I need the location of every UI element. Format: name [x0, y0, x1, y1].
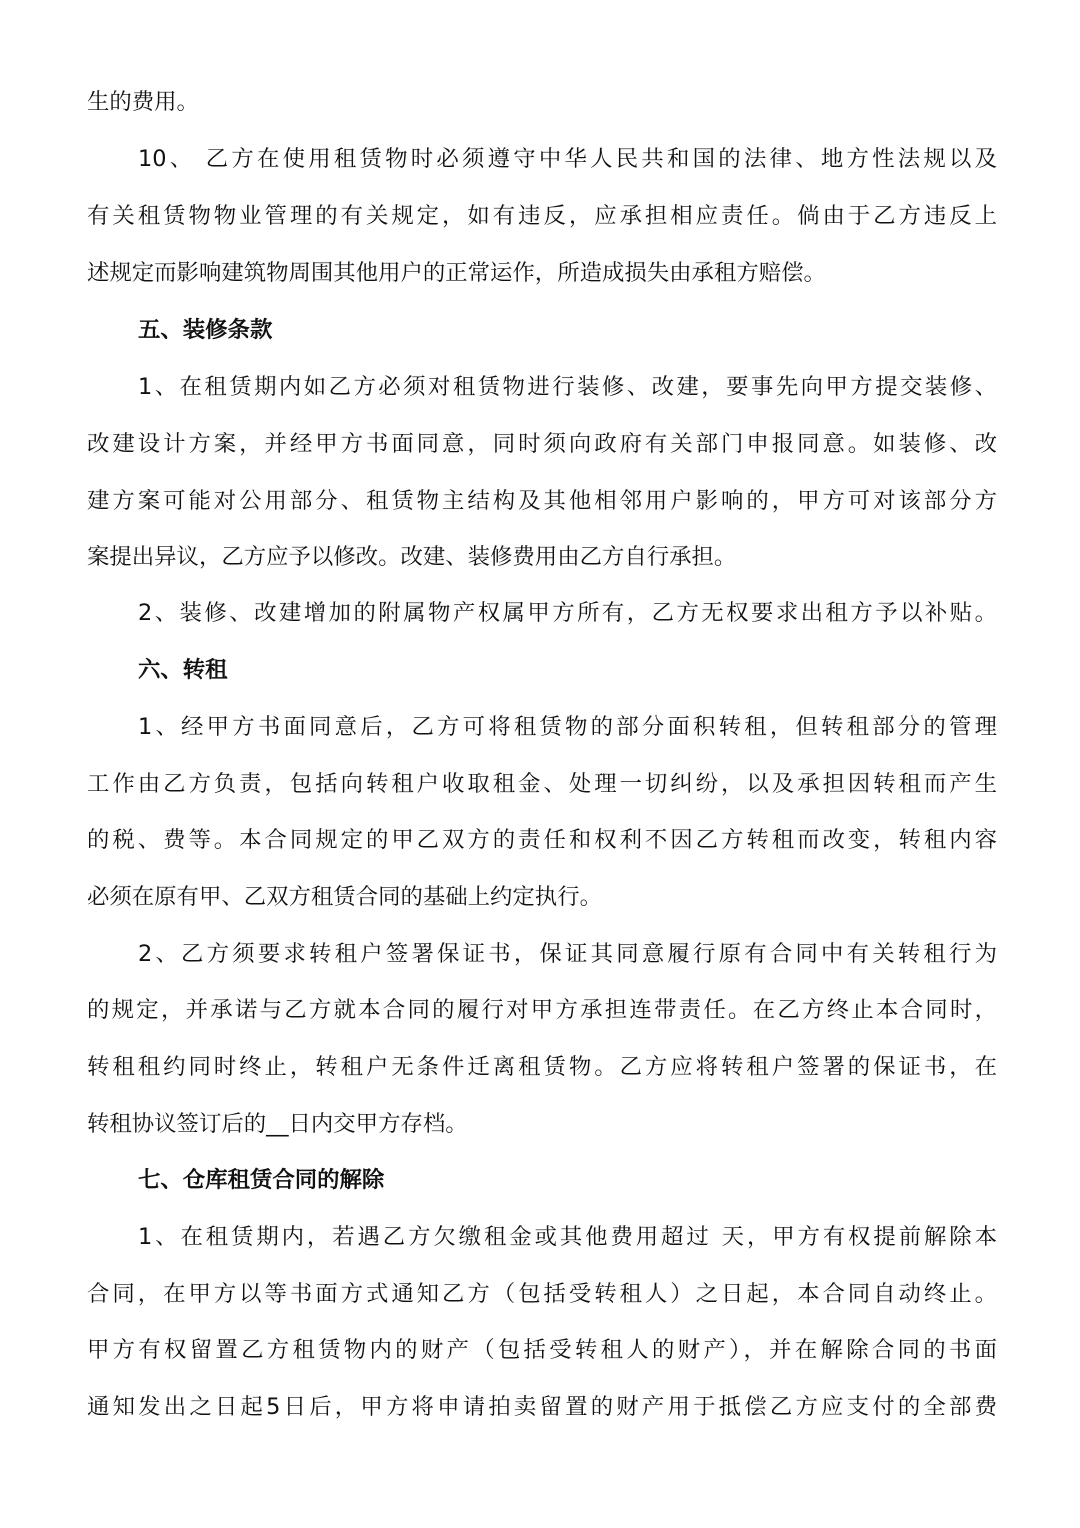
paragraph-line: 1、在租赁期内，若遇乙方欠缴租金或其他费用超过 天，甲方有权提前解除本: [138, 1224, 997, 1250]
paragraph-line: 述规定而影响建筑物周围其他用户的正常运作，所造成损失由承租方赔偿。: [87, 260, 826, 286]
paragraph-line: 改建设计方案，并经甲方书面同意，同时须向政府有关部门申报同意。如装修、改: [87, 431, 997, 457]
section-heading: 五、装修条款: [138, 317, 273, 343]
paragraph-line: 的税、费等。本合同规定的甲乙双方的责任和权利不因乙方转租而改变，转租内容: [87, 827, 997, 853]
paragraph-line: 生的费用。: [87, 89, 199, 115]
paragraph-line: 必须在原有甲、乙双方租赁合同的基础上约定执行。: [87, 884, 602, 910]
paragraph-line: 转租协议签订后的__日内交甲方存档。: [87, 1111, 468, 1137]
paragraph-line: 1、在租赁期内如乙方必须对租赁物进行装修、改建，要事先向甲方提交装修、: [138, 374, 997, 400]
paragraph-line: 的规定，并承诺与乙方就本合同的履行对甲方承担连带责任。在乙方终止本合同时，: [87, 997, 997, 1023]
section-heading: 六、转租: [138, 657, 228, 683]
paragraph-line: 10、 乙方在使用租赁物时必须遵守中华人民共和国的法律、地方性法规以及: [138, 146, 997, 172]
paragraph-line: 甲方有权留置乙方租赁物内的财产（包括受转租人的财产），并在解除合同的书面: [87, 1337, 997, 1363]
paragraph-line: 合同，在甲方以等书面方式通知乙方（包括受转租人）之日起，本合同自动终止。: [87, 1281, 997, 1307]
paragraph-line: 案提出异议，乙方应予以修改。改建、装修费用由乙方自行承担。: [87, 544, 737, 570]
paragraph-line: 工作由乙方负责，包括向转租户收取租金、处理一切纠纷，以及承担因转租而产生: [87, 771, 997, 797]
paragraph-line: 2、乙方须要求转租户签署保证书，保证其同意履行原有合同中有关转租行为: [138, 941, 997, 967]
paragraph-line: 转租租约同时终止，转租户无条件迁离租赁物。乙方应将转租户签署的保证书，在: [87, 1054, 997, 1080]
section-heading: 七、仓库租赁合同的解除: [138, 1167, 385, 1193]
paragraph-line: 2、装修、改建增加的附属物产权属甲方所有，乙方无权要求出租方予以补贴。: [138, 600, 997, 626]
paragraph-line: 建方案可能对公用部分、租赁物主结构及其他相邻用户影响的，甲方可对该部分方: [87, 488, 997, 514]
paragraph-line: 通知发出之日起5日后，甲方将申请拍卖留置的财产用于抵偿乙方应支付的全部费: [87, 1394, 997, 1420]
paragraph-line: 1、经甲方书面同意后，乙方可将租赁物的部分面积转租，但转租部分的管理: [138, 714, 997, 740]
paragraph-line: 有关租赁物物业管理的有关规定，如有违反，应承担相应责任。倘由于乙方违反上: [87, 203, 997, 229]
